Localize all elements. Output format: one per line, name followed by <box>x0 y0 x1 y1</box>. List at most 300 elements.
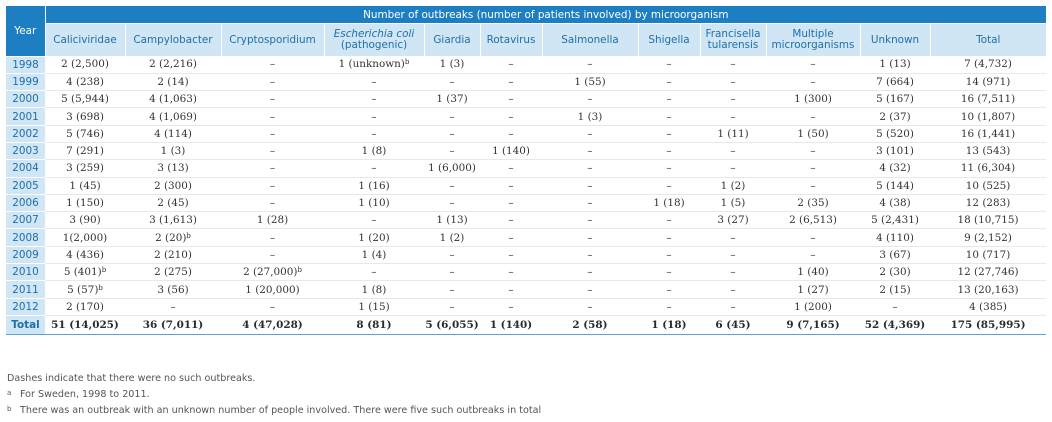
table-cell <box>324 73 424 90</box>
table-cell <box>860 91 930 108</box>
cell-value: 18 (10,715) <box>957 214 1019 227</box>
cell-value: 14 (971) <box>965 75 1011 88</box>
table-cell <box>221 281 324 298</box>
total-cell: 2 (58) <box>542 315 638 334</box>
footnote-mark: b <box>7 405 12 413</box>
table-cell <box>221 246 324 263</box>
cell-value: 1 (200) <box>794 300 832 313</box>
cell-value: 12 (283) <box>965 197 1011 210</box>
cell-value: – <box>730 283 736 296</box>
cell-value: 5 (144) <box>876 179 914 192</box>
table-cell <box>480 125 542 142</box>
table-cell <box>45 91 125 108</box>
cell-value: 1 (13) <box>436 214 468 227</box>
table-cell <box>638 229 700 246</box>
cell-value: – <box>508 283 514 296</box>
footnote-mark: a <box>7 389 12 397</box>
cell-value: 1 (8) <box>361 283 387 296</box>
table-cell <box>766 108 860 125</box>
footnote-marker: b <box>186 231 191 240</box>
table-cell <box>860 160 930 177</box>
cell-value: – <box>371 75 377 88</box>
cell-value: – <box>666 283 672 296</box>
cell-value: 1(2,000) <box>62 231 108 244</box>
cell-value: 1 (300) <box>794 93 832 106</box>
cell-value: 1 (18) <box>653 197 685 210</box>
footnote-text: There was an outbreak with an unknown number of people involved. There were five such outbreaks in total <box>20 405 542 416</box>
table-cell <box>125 125 221 142</box>
table-cell <box>700 194 766 211</box>
table-cell <box>480 108 542 125</box>
table-cell <box>125 56 221 73</box>
cell-value: – <box>269 248 276 261</box>
table-cell <box>930 56 1046 73</box>
cell-value: – <box>730 248 736 261</box>
table-cell <box>930 125 1046 142</box>
cell-value: 1 (37) <box>436 93 468 106</box>
table-cell <box>860 177 930 194</box>
table-cell <box>424 246 480 263</box>
cell-value: – <box>587 197 593 210</box>
cell-value: – <box>666 231 672 244</box>
cell-value: – <box>730 266 736 279</box>
cell-value: – <box>508 75 514 88</box>
table-cell <box>700 91 766 108</box>
table-cell <box>45 281 125 298</box>
cell-value: 5 (57) <box>67 283 99 296</box>
table-cell <box>638 281 700 298</box>
cell-value: 4 (1,069) <box>149 110 197 123</box>
cell-value: 4 (32) <box>879 162 911 175</box>
table-cell <box>45 177 125 194</box>
cell-value: – <box>449 283 455 296</box>
cell-value: 10 (1,807) <box>960 110 1016 123</box>
table-cell <box>542 246 638 263</box>
cell-value: – <box>449 75 455 88</box>
table-cell <box>700 177 766 194</box>
cell-value: – <box>587 179 593 192</box>
cell-value: 3 (101) <box>876 145 914 158</box>
table-cell <box>638 142 700 159</box>
cell-value: 3 (67) <box>879 248 911 261</box>
cell-value: 1 (15) <box>358 300 390 313</box>
cell-value: – <box>269 197 276 210</box>
table-cell <box>638 73 700 90</box>
table-cell <box>125 246 221 263</box>
table-cell <box>424 229 480 246</box>
cell-value: 1 (unknown) <box>338 58 405 71</box>
cell-value: – <box>587 283 593 296</box>
table-cell <box>221 56 324 73</box>
group-header: Number of outbreaks (number of patients involved) by microorganism <box>45 6 1046 24</box>
table-cell <box>125 298 221 315</box>
cell-value: 1 (16) <box>358 179 390 192</box>
cell-value: 4 (110) <box>876 231 914 244</box>
cell-value: 2 (14) <box>157 75 189 88</box>
total-cell: 4 (47,028) <box>221 315 324 334</box>
table-cell <box>542 73 638 90</box>
cell-value: 3 (259) <box>66 162 104 175</box>
year-cell: 2009 <box>6 246 45 263</box>
cell-value: 4 (436) <box>66 248 104 261</box>
footnote-marker: b <box>404 58 410 67</box>
cell-value: – <box>508 93 514 106</box>
table-cell <box>45 108 125 125</box>
year-cell: 2002 <box>6 125 45 142</box>
table-cell <box>930 281 1046 298</box>
cell-value: – <box>371 93 377 106</box>
table-cell <box>700 125 766 142</box>
table-row <box>6 194 1046 211</box>
table-cell <box>766 56 860 73</box>
cell-value: 1 (45) <box>69 179 101 192</box>
cell-value: – <box>810 110 816 123</box>
table-cell <box>930 246 1046 263</box>
table-cell <box>860 56 930 73</box>
table-cell <box>424 56 480 73</box>
table-cell <box>542 108 638 125</box>
cell-value: 3 (90) <box>69 214 101 227</box>
cell-value: – <box>170 300 176 313</box>
cell-value: – <box>587 127 593 140</box>
cell-value: – <box>666 75 672 88</box>
table-cell <box>324 264 424 281</box>
cell-value: 4 (114) <box>154 127 192 140</box>
year-header: Year <box>6 6 45 56</box>
table-cell <box>125 281 221 298</box>
table-cell <box>125 73 221 90</box>
table-cell <box>542 212 638 229</box>
table-row <box>6 264 1046 281</box>
table-cell <box>542 91 638 108</box>
table-cell <box>860 73 930 90</box>
table-cell <box>860 281 930 298</box>
table-cell <box>424 281 480 298</box>
table-cell <box>542 194 638 211</box>
outbreak-table <box>6 6 1046 335</box>
cell-value: 2 (20) <box>155 231 187 244</box>
total-cell: 175 (85,995) <box>930 315 1046 334</box>
table-cell <box>480 229 542 246</box>
table-cell <box>324 281 424 298</box>
table-cell <box>45 142 125 159</box>
table-cell <box>221 194 324 211</box>
cell-value: 5 (520) <box>876 127 914 140</box>
total-cell: 9 (7,165) <box>766 315 860 334</box>
total-cell: 6 (45) <box>700 315 766 334</box>
column-header-label: Francisella <box>705 28 761 40</box>
table-cell <box>45 73 125 90</box>
table-cell <box>324 142 424 159</box>
column-header <box>45 24 125 57</box>
table-cell <box>700 264 766 281</box>
table-cell <box>542 229 638 246</box>
column-header <box>930 24 1046 57</box>
table-cell <box>45 56 125 73</box>
table-cell <box>45 194 125 211</box>
cell-value: – <box>666 93 672 106</box>
cell-value: 1 (6,000) <box>428 162 476 175</box>
cell-value: – <box>449 266 455 279</box>
column-header <box>766 24 860 57</box>
table-cell <box>221 298 324 315</box>
cell-value: 1 (27) <box>797 283 829 296</box>
table-cell <box>930 298 1046 315</box>
table-cell <box>766 160 860 177</box>
cell-value: – <box>269 75 276 88</box>
table-cell <box>324 91 424 108</box>
year-cell: 2010 <box>6 264 45 281</box>
table-row <box>6 73 1046 90</box>
cell-value: – <box>449 300 455 313</box>
year-cell: 2001 <box>6 108 45 125</box>
table-cell <box>700 56 766 73</box>
cell-value: – <box>269 93 276 106</box>
cell-value: – <box>730 162 736 175</box>
table-cell <box>480 91 542 108</box>
cell-value: – <box>810 231 816 244</box>
cell-value: 2 (30) <box>879 266 911 279</box>
table-row <box>6 281 1046 298</box>
table-cell <box>480 212 542 229</box>
cell-value: – <box>730 145 736 158</box>
cell-value: – <box>508 162 514 175</box>
table-row <box>6 142 1046 159</box>
cell-value: – <box>587 300 593 313</box>
cell-value: – <box>449 110 455 123</box>
cell-value: 2 (2,500) <box>61 58 109 71</box>
cell-value: – <box>371 266 377 279</box>
table-cell <box>424 73 480 90</box>
table-cell <box>480 194 542 211</box>
cell-value: 2 (45) <box>157 197 189 210</box>
table-cell <box>125 160 221 177</box>
cell-value: – <box>810 162 816 175</box>
table-cell <box>424 177 480 194</box>
cell-value: 1 (8) <box>361 145 387 158</box>
cell-value: 1 (20) <box>358 231 390 244</box>
table-cell <box>221 125 324 142</box>
table-cell <box>766 125 860 142</box>
table-cell <box>638 160 700 177</box>
footnote-text: For Sweden, 1998 to 2011. <box>20 389 150 400</box>
table-cell <box>930 177 1046 194</box>
table-row <box>6 91 1046 108</box>
table-cell <box>480 298 542 315</box>
column-header <box>638 24 700 57</box>
table-cell <box>424 212 480 229</box>
table-cell <box>638 108 700 125</box>
table-cell <box>700 142 766 159</box>
cell-value: – <box>269 179 276 192</box>
table-cell <box>324 298 424 315</box>
table-row <box>6 160 1046 177</box>
table-cell <box>324 125 424 142</box>
cell-value: – <box>730 110 736 123</box>
cell-value: 16 (1,441) <box>960 127 1016 140</box>
table-cell <box>45 160 125 177</box>
cell-value: – <box>508 300 514 313</box>
cell-value: 1 (28) <box>256 214 289 227</box>
table-row <box>6 56 1046 73</box>
table-cell <box>638 298 700 315</box>
cell-value: 5 (5,944) <box>61 93 109 106</box>
cell-value: – <box>810 179 816 192</box>
table-cell <box>125 108 221 125</box>
table-cell <box>480 281 542 298</box>
cell-value: – <box>666 127 672 140</box>
table-cell <box>860 264 930 281</box>
cell-value: – <box>810 58 816 71</box>
column-header-label: Caliciviridae <box>53 33 117 46</box>
table-cell <box>766 229 860 246</box>
table-cell <box>766 177 860 194</box>
cell-value: – <box>666 145 672 158</box>
table-cell <box>45 212 125 229</box>
year-cell: 2012 <box>6 298 45 315</box>
cell-value: 2 (27,000) <box>243 266 298 279</box>
column-header-label: Total <box>976 33 1001 46</box>
cell-value: 1 (3) <box>577 110 603 123</box>
year-cell: 2004 <box>6 160 45 177</box>
footnote-a <box>7 386 541 402</box>
cell-value: 1 (150) <box>66 197 104 210</box>
cell-value: 1 (4) <box>361 248 387 261</box>
year-cell: 2007 <box>6 212 45 229</box>
year-cell: 1998 <box>6 56 45 73</box>
column-header-sublabel: tularensis <box>707 39 759 51</box>
footnote-marker: b <box>297 266 302 275</box>
table-cell <box>638 56 700 73</box>
cell-value: 10 (717) <box>965 248 1011 261</box>
cell-value: – <box>371 214 377 227</box>
table-cell <box>45 264 125 281</box>
table-cell <box>766 298 860 315</box>
cell-value: – <box>810 75 816 88</box>
cell-value: – <box>508 58 514 71</box>
cell-value: 2 (37) <box>879 110 911 123</box>
cell-value: 4 (238) <box>66 75 104 88</box>
table-cell <box>700 246 766 263</box>
cell-value: – <box>666 214 672 227</box>
column-header-label: Giardia <box>433 33 471 46</box>
cell-value: 3 (698) <box>66 110 104 123</box>
table-cell <box>930 73 1046 90</box>
table-cell <box>542 281 638 298</box>
table-cell <box>766 281 860 298</box>
table-cell <box>700 298 766 315</box>
table-cell <box>700 212 766 229</box>
cell-value: – <box>587 231 593 244</box>
table-cell <box>930 212 1046 229</box>
table-cell <box>424 91 480 108</box>
cell-value: – <box>666 179 672 192</box>
table-cell <box>766 194 860 211</box>
table-cell <box>324 177 424 194</box>
cell-value: – <box>666 110 672 123</box>
table-cell <box>45 246 125 263</box>
cell-value: – <box>730 300 736 313</box>
cell-value: 1 (5) <box>720 197 746 210</box>
cell-value: 7 (4,732) <box>964 58 1012 71</box>
cell-value: 4 (1,063) <box>149 93 197 106</box>
column-header <box>324 24 424 57</box>
table-cell <box>221 177 324 194</box>
year-cell: 2008 <box>6 229 45 246</box>
cell-value: – <box>730 93 736 106</box>
table-cell <box>930 264 1046 281</box>
table-cell <box>480 264 542 281</box>
table-cell <box>638 177 700 194</box>
cell-value: – <box>810 145 816 158</box>
cell-value: – <box>449 179 455 192</box>
column-header <box>542 24 638 57</box>
cell-value: – <box>810 248 816 261</box>
table-cell <box>480 73 542 90</box>
cell-value: – <box>508 266 514 279</box>
column-header-label: Shigella <box>648 33 690 46</box>
cell-value: – <box>666 58 672 71</box>
cell-value: – <box>508 248 514 261</box>
cell-value: – <box>371 162 377 175</box>
column-header <box>125 24 221 57</box>
cell-value: 13 (20,163) <box>957 283 1019 296</box>
table-cell <box>860 212 930 229</box>
table-cell <box>766 142 860 159</box>
table-cell <box>766 264 860 281</box>
total-row <box>6 315 1046 334</box>
cell-value: 1 (10) <box>358 197 390 210</box>
cell-value: – <box>269 162 276 175</box>
total-cell: 8 (81) <box>324 315 424 334</box>
cell-value: 13 (543) <box>965 145 1011 158</box>
cell-value: 5 (167) <box>876 93 914 106</box>
cell-value: – <box>587 214 593 227</box>
cell-value: 5 (401) <box>63 266 102 279</box>
cell-value: 1 (3) <box>160 145 186 158</box>
table-row <box>6 298 1046 315</box>
table-cell <box>125 194 221 211</box>
cell-value: 1 (2) <box>720 179 746 192</box>
cell-value: 16 (7,511) <box>960 93 1016 106</box>
cell-value: – <box>666 266 672 279</box>
column-header <box>221 24 324 57</box>
table-cell <box>766 212 860 229</box>
cell-value: – <box>269 145 276 158</box>
cell-value: – <box>587 145 593 158</box>
column-header <box>860 24 930 57</box>
total-cell: 36 (7,011) <box>125 315 221 334</box>
cell-value: 5 (2,431) <box>871 214 919 227</box>
column-header-label: Campylobacter <box>133 33 213 46</box>
cell-value: 3 (13) <box>157 162 189 175</box>
dashes-note: Dashes indicate that there were no such outbreaks. <box>7 373 256 384</box>
cell-value: 2 (170) <box>66 300 104 313</box>
table-cell <box>221 229 324 246</box>
table-cell <box>542 298 638 315</box>
total-label: Total <box>6 315 45 334</box>
cell-value: – <box>508 197 514 210</box>
cell-value: – <box>449 197 455 210</box>
column-header-label: Rotavirus <box>486 33 536 46</box>
total-cell: 52 (4,369) <box>860 315 930 334</box>
table-cell <box>45 298 125 315</box>
year-cell: 2006 <box>6 194 45 211</box>
total-cell: 1 (18) <box>638 315 700 334</box>
cell-value: 12 (27,746) <box>957 266 1019 279</box>
table-cell <box>221 264 324 281</box>
table-cell <box>125 177 221 194</box>
